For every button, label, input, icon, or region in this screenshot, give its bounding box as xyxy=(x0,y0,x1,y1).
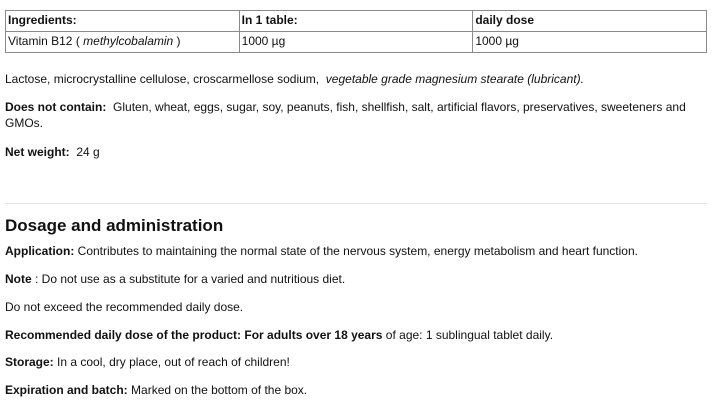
exceed-warning: Do not exceed the recommended daily dose. xyxy=(5,300,244,314)
header-per-tablet: In 1 table: xyxy=(239,11,473,32)
dose-label: Recommended daily dose of the product: xyxy=(5,328,242,342)
ingredient-name xyxy=(6,32,240,53)
dosage-section-title: Dosage and administration xyxy=(5,216,224,235)
ingredient-name-suffix: ) xyxy=(173,34,181,48)
dose-age-group: For adults over 18 years xyxy=(244,328,383,342)
expiration-batch xyxy=(5,382,307,398)
ingredients-table xyxy=(5,10,707,53)
storage-label: Storage: xyxy=(5,355,54,369)
table-header-row xyxy=(6,11,707,32)
storage-text: In a cool, dry place, out of reach of children! xyxy=(57,355,290,369)
does-not-contain-label: Does not contain: xyxy=(5,100,107,114)
note-text: : Do not use as a substitute for a varied and nutritious diet. xyxy=(35,272,346,286)
storage xyxy=(5,354,290,370)
table-row xyxy=(6,32,707,53)
does-not-contain-text: Gluten, wheat, eggs, sugar, soy, peanuts, fish, shellfish, salt, artificial flavors, preservatives, sweeteners and GMOs. xyxy=(5,100,686,130)
application-text: Contributes to maintaining the normal state of the nervous system, energy metabolism and heart function. xyxy=(77,244,638,258)
section-divider xyxy=(5,203,707,204)
application-label: Application: xyxy=(5,244,75,258)
other-ingredients-italic: vegetable grade magnesium stearate (lubricant). xyxy=(325,72,584,86)
expiry-text: Marked on the bottom of the box. xyxy=(131,383,308,397)
note xyxy=(5,271,345,287)
net-weight-label: Net weight: xyxy=(5,145,70,159)
header-ingredients: Ingredients: xyxy=(6,11,240,32)
expiry-label: Expiration and batch: xyxy=(5,383,128,397)
product-info-page xyxy=(5,10,707,397)
header-daily-dose: daily dose xyxy=(473,11,707,32)
ingredient-name-prefix: Vitamin B12 ( xyxy=(8,34,84,48)
net-weight xyxy=(5,144,707,160)
does-not-contain xyxy=(5,99,707,131)
application xyxy=(5,243,638,259)
other-ingredients xyxy=(5,71,707,87)
dose-text: of age: 1 sublingual tablet daily. xyxy=(385,328,554,342)
ingredient-daily-dose: 1000 µg xyxy=(473,32,707,53)
net-weight-value: 24 g xyxy=(76,145,100,159)
ingredient-name-italic: methylcobalamin xyxy=(83,34,174,48)
recommended-dose xyxy=(5,327,553,343)
other-ingredients-plain: Lactose, microcrystalline cellulose, croscarmellose sodium, xyxy=(5,72,320,86)
ingredient-per-tablet: 1000 µg xyxy=(239,32,473,53)
note-label: Note xyxy=(5,272,32,286)
